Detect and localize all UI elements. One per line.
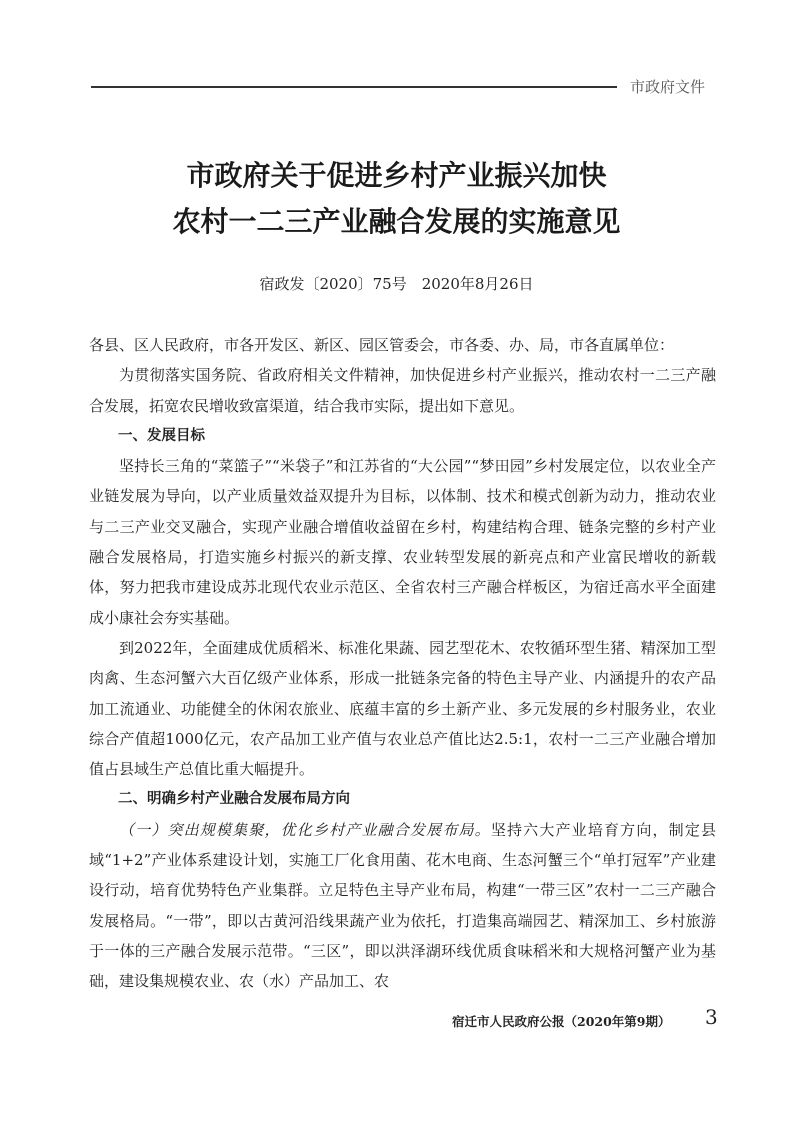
- intro-paragraph: 为贯彻落实国务院、省政府相关文件精神，加快促进乡村产业振兴，推动农村一二三产融合发展，拓宽农民增收致富渠道，结合我市实际，提出如下意见。: [89, 366, 716, 415]
- header-rule: [91, 86, 617, 88]
- footer-publication: 宿迁市人民政府公报（2020年第9期）: [452, 1014, 671, 1029]
- page-number: 3: [705, 1005, 718, 1029]
- subsection-lead: （一）突出规模集聚，优化乡村产业融合发展布局。: [119, 820, 491, 839]
- document-number: 宿政发〔2020〕75号 2020年8月26日: [259, 275, 534, 293]
- document-title-line1: 市政府关于促进乡村产业振兴加快: [186, 159, 607, 192]
- goal-paragraph-2: 到2022年，全面建成优质稻米、标准化果蔬、园艺型花木、农牧循环型生猪、精深加工型肉禽、生态河蟹六大百亿级产业体系，形成一批链条完备的特色主导产业、内涵提升的农产品加工流通业、功能健全的休闲农旅业、底蕴丰富的乡土新产业、多元发展的乡村服务业，农业综合产值超1000亿元，农产品加工业产值与农业总产值比达2.5:1，农村一二三产业融合增加值占县域生产总值比重大幅提升。: [89, 638, 716, 779]
- section-label: 市政府文件: [630, 78, 706, 96]
- salutation: 各县、区人民政府，市各开发区、新区、园区管委会，市各委、办、局，市各直属单位：: [89, 336, 675, 354]
- section-heading-2: 二、明确乡村产业融合发展布局方向: [118, 791, 350, 808]
- section-heading-1: 一、发展目标: [118, 427, 205, 444]
- goal-paragraph-1: 坚持长三角的“菜篮子”“米袋子”和江苏省的“大公园”“梦田园”乡村发展定位，以农业全产业链发展为导向，以产业质量效益双提升为目标，以体制、技术和模式创新为动力，推动农业与二三产业交叉融合，实现产业融合增值收益留在乡村，构建结构合理、链条完整的乡村产业融合发展格局，打造实施乡村振兴的新支撑、农业转型发展的新亮点和产业富民增收的新载体，努力把我市建设成苏北现代农业示范区、全省农村三产融合样板区，为宿迁高水平全面建成小康社会夯实基础。: [89, 457, 716, 627]
- document-title-line2: 农村一二三产业融合发展的实施意见: [172, 205, 621, 238]
- document-body: [89, 330, 716, 997]
- subsection-text: 坚持六大产业培育方向，制定县域“1+2”产业体系建设计划，实施工厂化食用菌、花木电商、生态河蟹三个“单打冠军”产业建设行动，培育优势特色产业集群。立足特色主导产业布局，构建“一带三区”农村一二三产融合发展格局。“一带”，即以古黄河沿线果蔬产业为依托，打造集高端园艺、精深加工、乡村旅游于一体的三产融合发展示范带。“三区”，即以洪泽湖环线优质食味稻米和大规格河蟹产业为基础，建设集规模农业、农（水）产品加工、农: [89, 820, 716, 991]
- layout-paragraph-1: [89, 815, 716, 997]
